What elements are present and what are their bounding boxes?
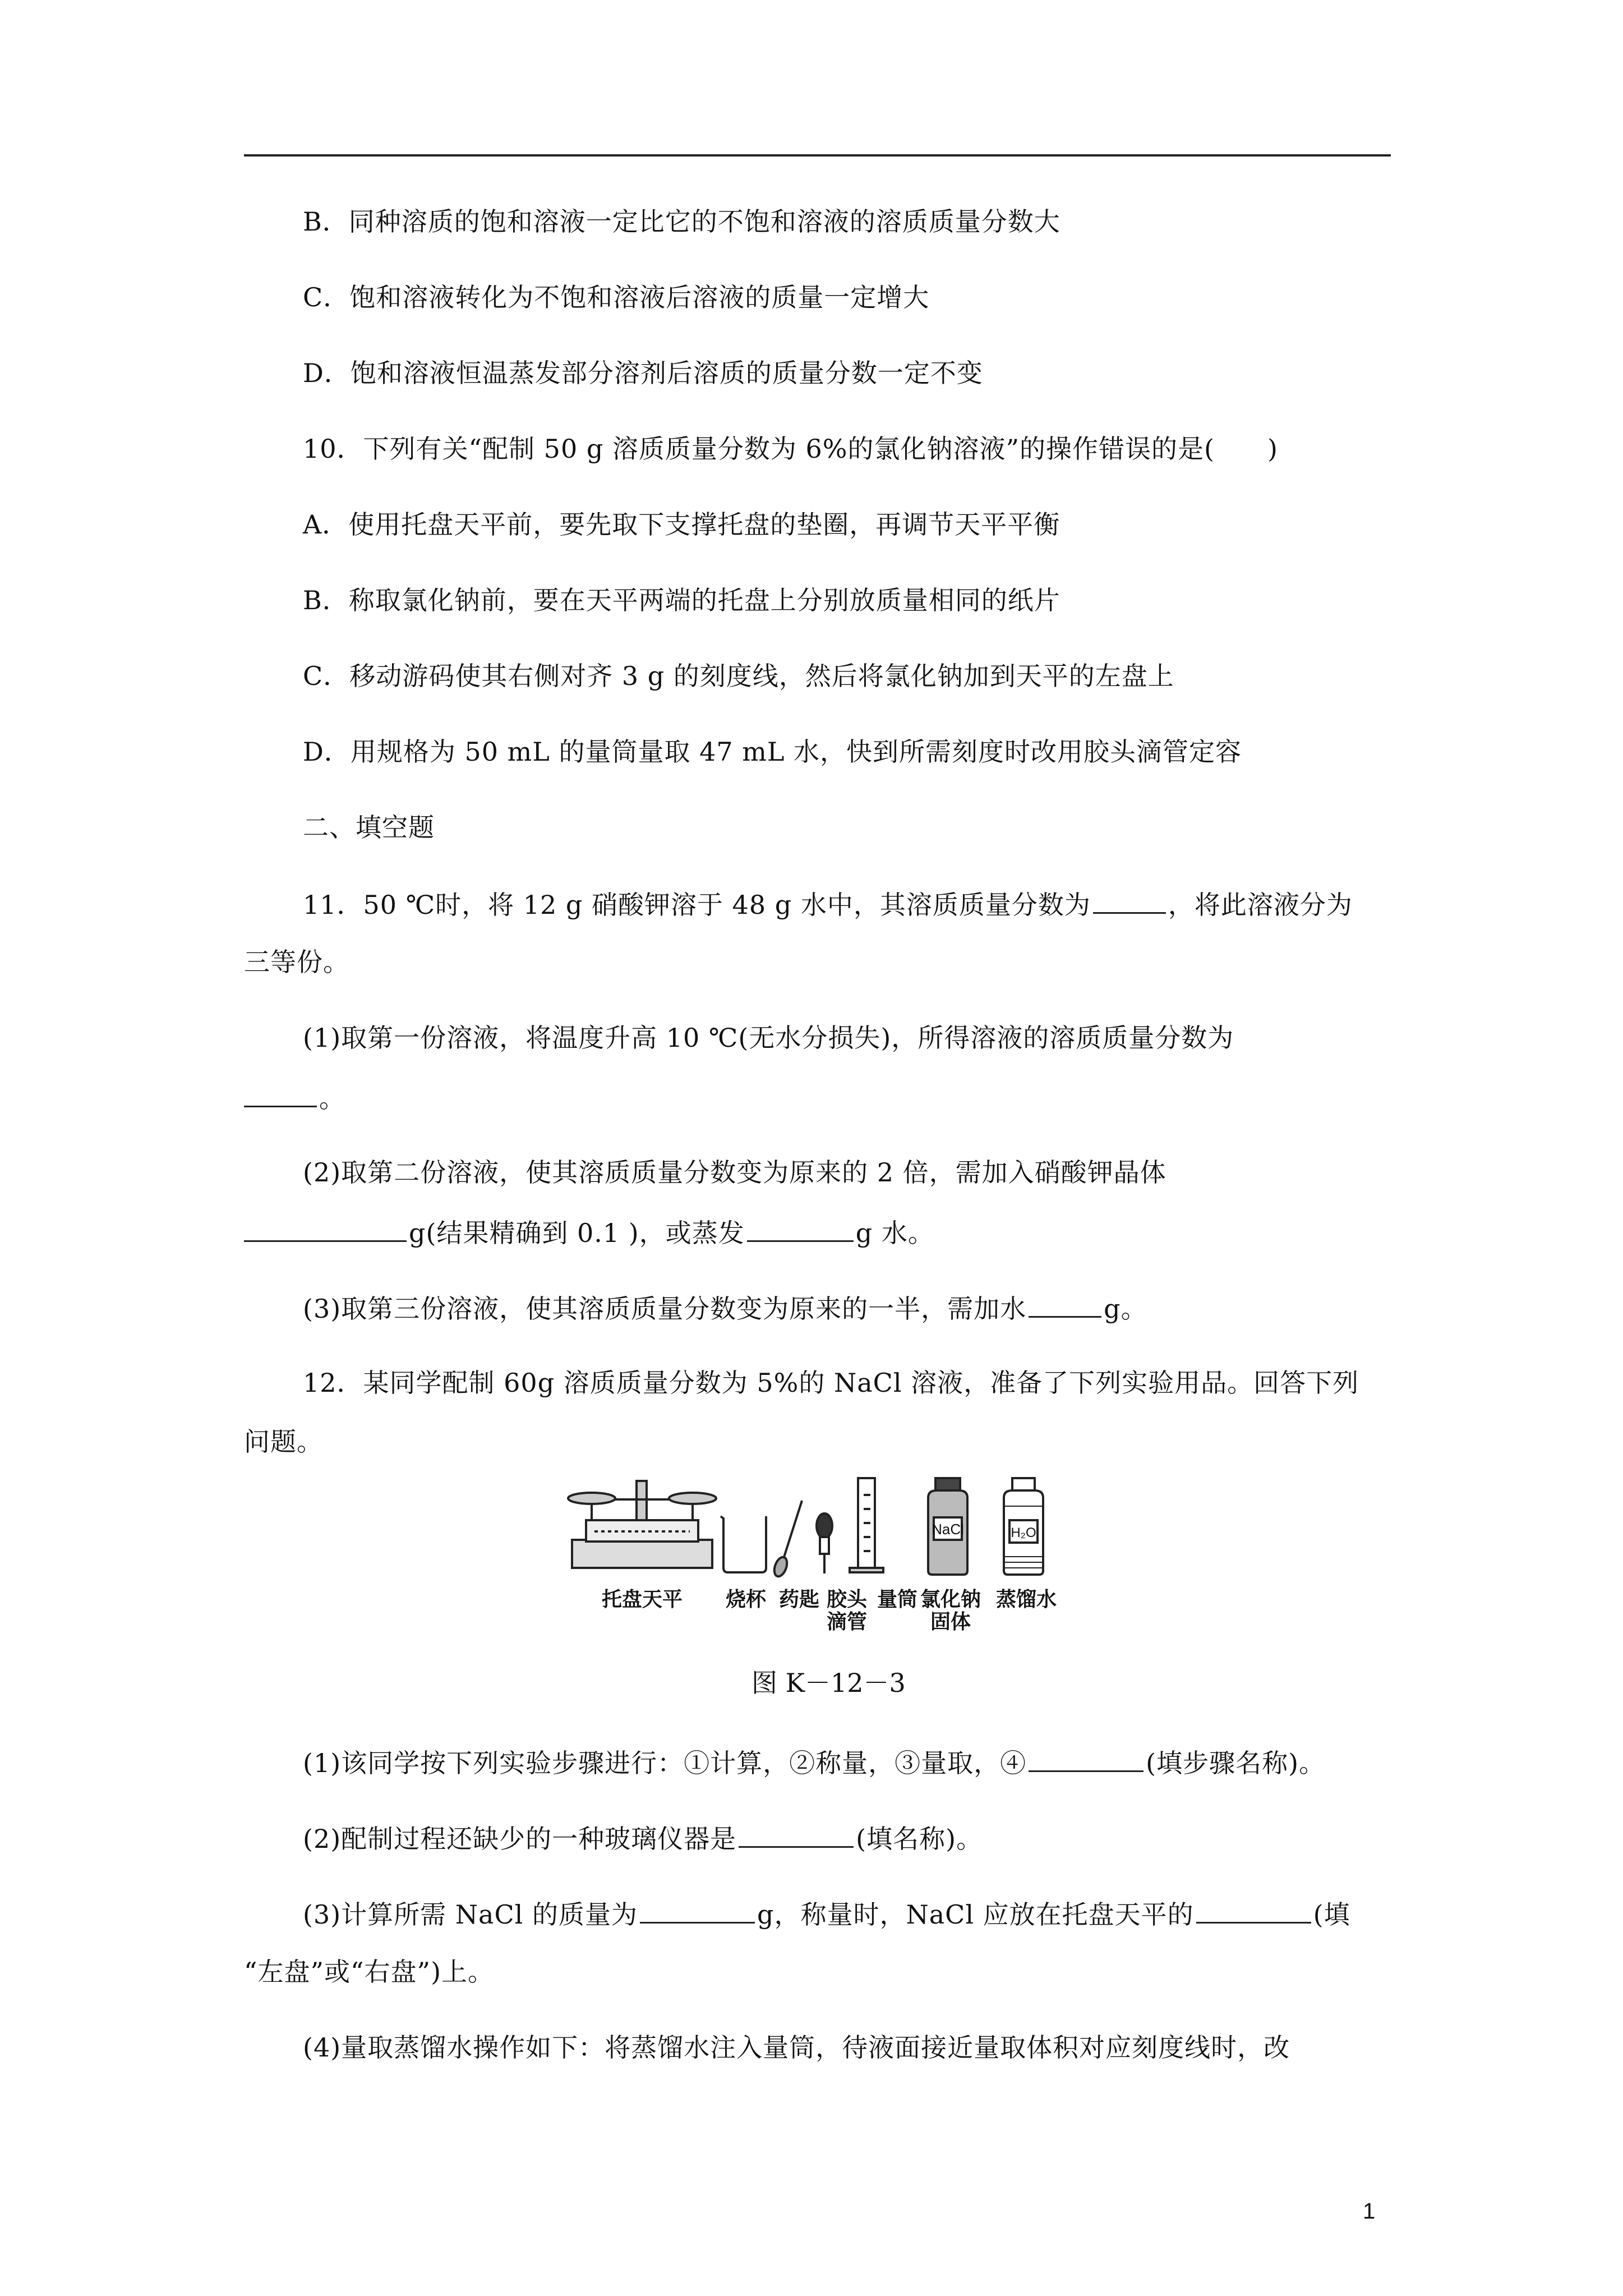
- option-10b: B．称取氯化钠前，要在天平两端的托盘上分别放质量相同的纸片: [303, 585, 1061, 615]
- q12-part-3-mid: g，称量时，NaCl 应放在托盘天平的: [757, 1899, 1194, 1930]
- q11-part-1: (1)取第一份溶液，将温度升高 10 ℃(无水分损失)，所得溶液的溶质质量分数为: [303, 1023, 1234, 1053]
- q12-part-1-tail: (填步骤名称)。: [1146, 1748, 1326, 1778]
- page-number: 1: [1363, 2199, 1376, 2224]
- q11-stem-tail: ，将此溶液分为: [1168, 890, 1353, 920]
- header-rule: [244, 154, 1391, 157]
- equipment-illustration: [561, 1473, 1133, 1585]
- figure-caption: 图 K－12－3: [751, 1668, 906, 1698]
- spoon-icon: [772, 1501, 802, 1578]
- q11-stem-text: 11．50 ℃时，将 12 g 硝酸钾溶于 48 g 水中，其溶质质量分数为: [303, 890, 1091, 920]
- label-dropper-line1: 胶头: [826, 1588, 867, 1611]
- nacl-bottle-label: NaCl: [932, 1521, 964, 1538]
- section-heading: 二、填空题: [303, 812, 435, 843]
- option-10a: A．使用托盘天平前，要先取下支撑托盘的垫圈，再调节天平平衡: [303, 509, 1061, 540]
- question-11-stem: [303, 886, 1353, 922]
- q11-part-3-tail: g。: [1104, 1294, 1147, 1324]
- q11-part-2-tail: g 水。: [855, 1218, 934, 1248]
- option-9c: C．饱和溶液转化为不饱和溶液后溶液的质量一定增大: [303, 282, 930, 312]
- label-balance: 托盘天平: [601, 1588, 683, 1611]
- answer-blank[interactable]: [244, 1214, 407, 1242]
- option-9b: B．同种溶质的饱和溶液一定比它的不饱和溶液的溶质质量分数大: [303, 206, 1061, 237]
- label-nacl-line1: 氯化钠: [920, 1588, 981, 1611]
- answer-blank[interactable]: [1029, 1745, 1144, 1772]
- label-water: 蒸馏水: [995, 1588, 1057, 1611]
- q12-part-4: (4)量取蒸馏水操作如下：将蒸馏水注入量筒，待液面接近量取体积对应刻度线时，改: [303, 2032, 1290, 2063]
- answer-blank[interactable]: [244, 1080, 317, 1107]
- answer-blank[interactable]: [747, 1214, 854, 1242]
- label-cylinder: 量筒: [877, 1588, 917, 1611]
- option-10c: C．移动游码使其右侧对齐 3 g 的刻度线，然后将氯化钠加到天平的左盘上: [303, 661, 1174, 691]
- q12-part-1: [303, 1745, 1325, 1780]
- q12-part-2-tail: (填名称)。: [856, 1824, 983, 1854]
- label-beaker: 烧杯: [725, 1588, 766, 1611]
- q11-part-3: [303, 1290, 1147, 1326]
- water-bottle-label: H₂O: [1011, 1525, 1036, 1540]
- q12-part-2-text: (2)配制过程还缺少的一种玻璃仪器是: [303, 1824, 737, 1854]
- label-nacl-line2: 固体: [930, 1611, 971, 1634]
- q11-part-1-tail: 。: [319, 1083, 345, 1114]
- q12-part-3-text: (3)计算所需 NaCl 的质量为: [303, 1899, 638, 1930]
- answer-blank[interactable]: [739, 1820, 854, 1848]
- q12-part-1-text: (1)该同学按下列实验步骤进行：①计算，②称量，③量取，④: [303, 1748, 1027, 1778]
- answer-blank[interactable]: [1196, 1896, 1311, 1924]
- option-9d: D．饱和溶液恒温蒸发部分溶剂后溶质的质量分数一定不变: [303, 358, 983, 388]
- distilled-water-bottle-icon: [1004, 1478, 1043, 1575]
- answer-blank[interactable]: [640, 1896, 755, 1924]
- q11-part-2: (2)取第二份溶液，使其溶质质量分数变为原来的 2 倍，需加入硝酸钾晶体: [303, 1157, 1166, 1188]
- label-dropper-line2: 滴管: [826, 1611, 867, 1634]
- answer-blank[interactable]: [1029, 1290, 1101, 1318]
- option-10d: D．用规格为 50 mL 的量筒量取 47 mL 水，快到所需刻度时改用胶头滴管定容: [303, 737, 1242, 767]
- q11-part-1-answer: [244, 1080, 345, 1115]
- label-spoon: 药匙: [778, 1588, 819, 1611]
- beaker-icon: [721, 1516, 766, 1572]
- dropper-icon: [817, 1513, 832, 1573]
- q12-part-3-continued: “左盘”或“右盘”)上。: [244, 1957, 495, 1987]
- graduated-cylinder-icon: [850, 1478, 883, 1572]
- q11-part-3-text: (3)取第三份溶液，使其溶质质量分数变为原来的一半，需加水: [303, 1294, 1027, 1324]
- balance-icon: [568, 1481, 716, 1568]
- q12-stem-continued: 问题。: [244, 1427, 323, 1457]
- question-12-stem: 12．某同学配制 60g 溶质质量分数为 5%的 NaCl 溶液，准备了下列实验用品。回答下列: [303, 1368, 1359, 1398]
- q12-part-3: [303, 1896, 1350, 1931]
- question-10-stem: 10．下列有关“配制 50 g 溶质质量分数为 6%的氯化钠溶液”的操作错误的是( ): [303, 434, 1278, 464]
- q11-stem-continued: 三等份。: [244, 947, 349, 977]
- lab-equipment-figure: [561, 1473, 1133, 1634]
- answer-blank[interactable]: [1093, 886, 1166, 914]
- q12-part-3-tail: (填: [1313, 1899, 1350, 1930]
- q11-part-2-mid: g(结果精确到 0.1 )，或蒸发: [409, 1218, 745, 1248]
- q11-part-2-answer: [244, 1214, 934, 1250]
- q12-part-2: [303, 1820, 983, 1856]
- nacl-bottle-icon: [928, 1478, 967, 1575]
